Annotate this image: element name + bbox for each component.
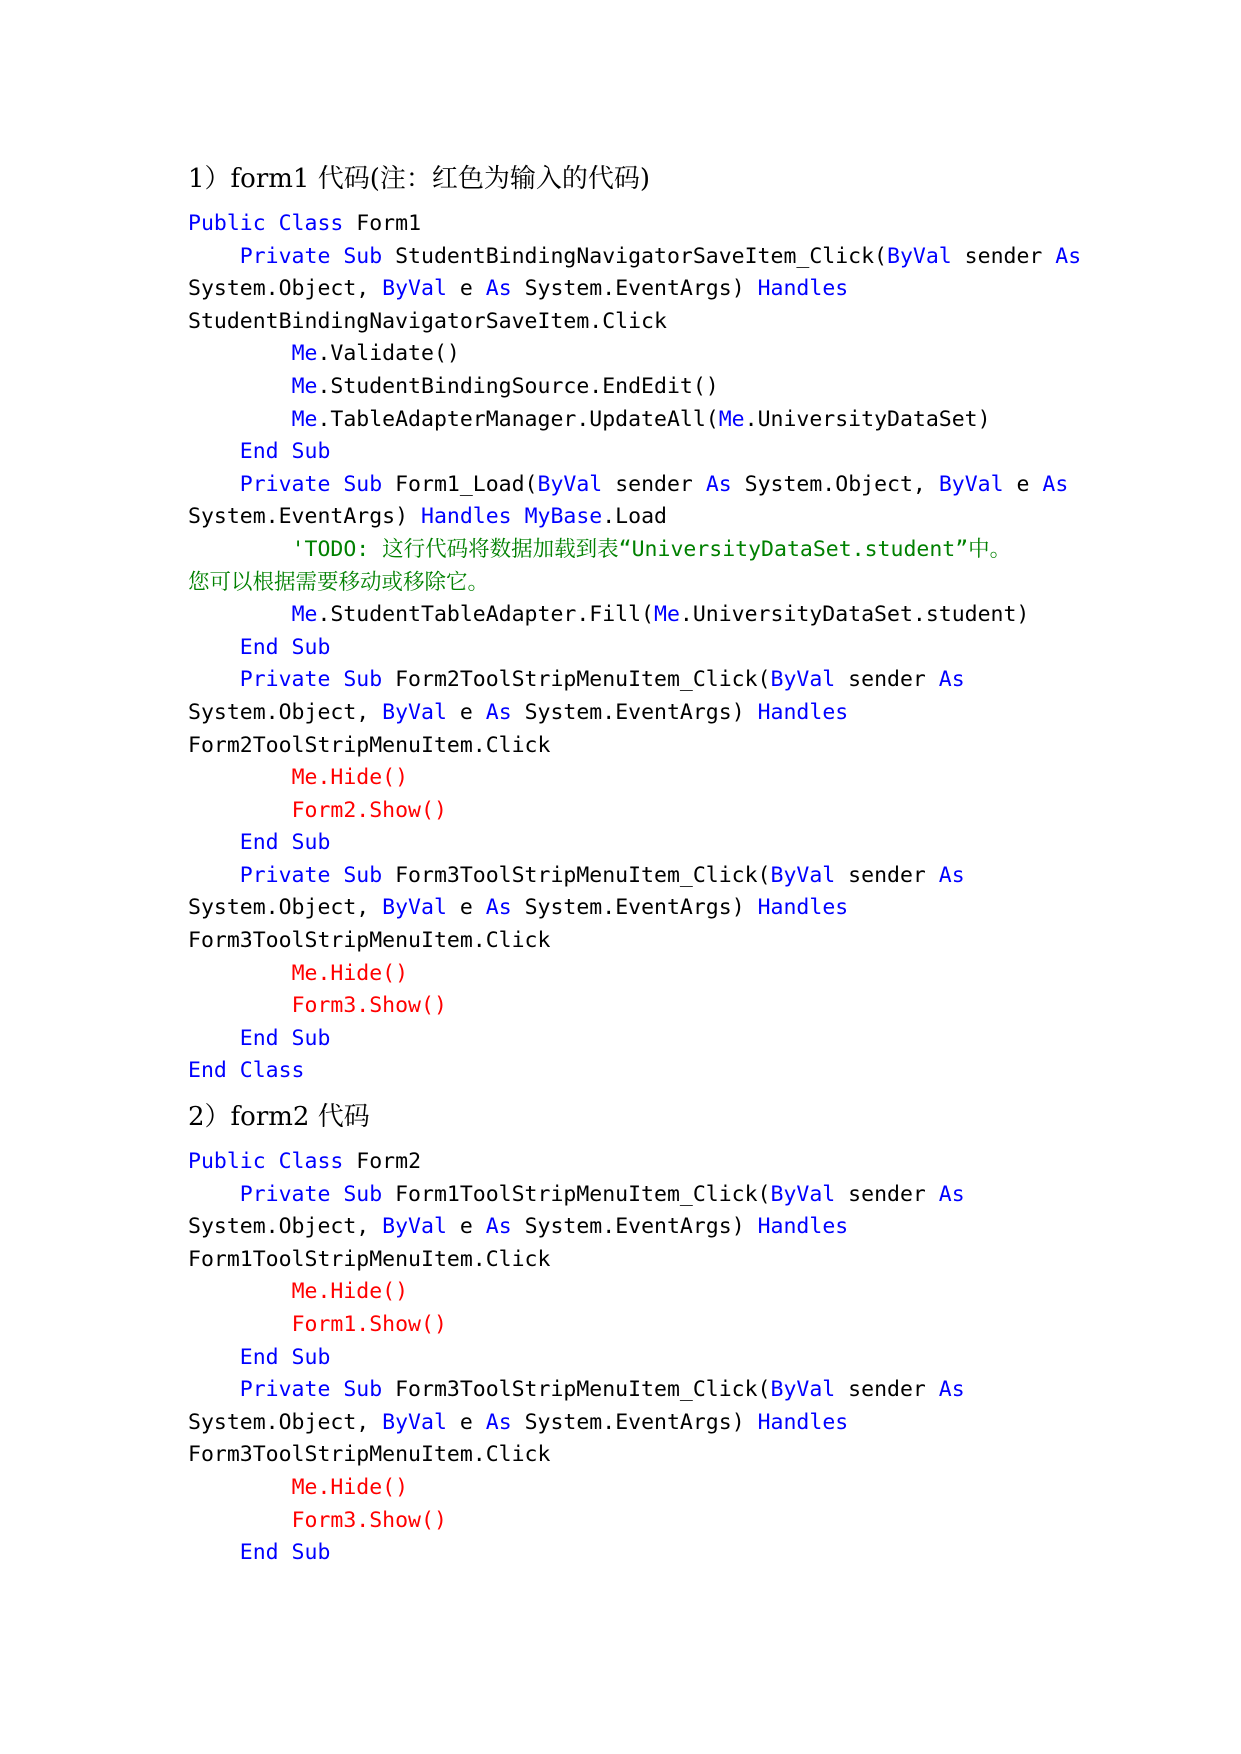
code-block-form1 (188, 208, 1082, 1088)
code-text: Form3ToolStripMenuItem_Click( (382, 1377, 771, 1403)
code-line (188, 1505, 1068, 1538)
code-keyword: ByVal (770, 1181, 836, 1207)
code-text (188, 1026, 240, 1051)
code-comment: 'TODO: 这行代码将数据加载到表“UniversityDataSet.student”中。 (291, 536, 1012, 562)
code-text: Form1 (343, 211, 422, 236)
code-text (188, 1312, 292, 1337)
code-text: System.Object, (188, 699, 383, 725)
code-line (188, 664, 1068, 697)
code-keyword: Handles (757, 699, 849, 725)
code-line (188, 730, 1068, 763)
code-line (188, 860, 1068, 893)
code-line (188, 1055, 1068, 1088)
code-keyword: Me (718, 406, 745, 432)
code-keyword: As (938, 1377, 965, 1403)
code-text: .StudentBindingSource.EndEdit() (317, 373, 719, 399)
code-line (188, 1244, 1068, 1277)
code-keyword: ByVal (770, 667, 836, 693)
code-keyword: As (938, 862, 965, 888)
code-text (188, 635, 240, 660)
code-keyword: As (1055, 243, 1082, 269)
code-input-text: Form1.Show() (291, 1312, 447, 1337)
code-keyword: ByVal (382, 699, 447, 725)
code-text: .UniversityDataSet) (744, 406, 991, 432)
code-text: System.Object, (188, 1214, 383, 1240)
code-text: .TableAdapterManager.UpdateAll( (317, 406, 719, 432)
code-keyword: ByVal (938, 471, 1004, 497)
code-line (188, 436, 1068, 469)
code-text: System.Object, (188, 1409, 383, 1435)
code-input-text: Me.Hide() (291, 1474, 409, 1500)
code-keyword: Handles (757, 276, 849, 302)
code-text: e (446, 699, 486, 725)
code-keyword: End Sub (239, 1344, 331, 1370)
code-text (188, 1377, 240, 1402)
code-keyword: Private Sub (239, 471, 383, 497)
code-text (188, 830, 240, 855)
code-keyword: MyBase (524, 504, 603, 530)
code-line (188, 795, 1068, 828)
code-text: Form3ToolStripMenuItem.Click (188, 928, 551, 954)
code-line (188, 371, 1068, 404)
code-input-text: Form3.Show() (291, 1507, 447, 1533)
code-text (188, 472, 240, 497)
code-keyword: End Sub (239, 439, 331, 465)
code-keyword: As (485, 1214, 512, 1240)
code-text (188, 1508, 292, 1533)
code-line (188, 501, 1068, 534)
code-text (188, 798, 292, 823)
code-text: .StudentTableAdapter.Fill( (317, 602, 654, 628)
code-text: System.EventArgs) (511, 895, 758, 921)
code-keyword: End Class (188, 1058, 305, 1084)
code-text: System.EventArgs) (188, 504, 421, 530)
code-keyword: As (938, 667, 965, 693)
code-line (188, 1179, 1068, 1212)
code-text (188, 341, 292, 366)
code-text (188, 1182, 240, 1207)
code-block-form2 (188, 1146, 1068, 1570)
code-text: StudentBindingNavigatorSaveItem.Click (188, 308, 667, 334)
code-line (188, 1146, 1068, 1179)
code-text: System.Object, (188, 276, 383, 302)
code-keyword: Public Class (188, 1149, 344, 1175)
code-line (188, 632, 1068, 665)
code-line (188, 1537, 1068, 1570)
code-text (188, 439, 240, 464)
code-line (188, 567, 1068, 600)
code-line (188, 241, 1082, 274)
code-text: StudentBindingNavigatorSaveItem_Click( (382, 243, 887, 269)
code-input-text: Me.Hide() (291, 1279, 409, 1305)
code-line (188, 273, 1068, 306)
code-keyword: As (938, 1181, 965, 1207)
code-text: sender (835, 862, 939, 888)
code-text (188, 407, 292, 432)
code-text: Form1ToolStripMenuItem_Click( (382, 1181, 771, 1207)
code-keyword: Handles (757, 1409, 849, 1435)
code-text: Form3ToolStripMenuItem_Click( (382, 862, 771, 888)
code-keyword: Handles (757, 895, 849, 921)
code-line (188, 892, 1068, 925)
code-text (188, 765, 292, 790)
code-text: sender (951, 243, 1056, 269)
code-keyword: As (1042, 471, 1069, 497)
code-line (188, 306, 1068, 339)
code-text: Form1_Load( (382, 471, 538, 497)
code-text: System.Object, (731, 471, 939, 497)
code-text: Form2 (343, 1149, 422, 1175)
code-text: Form1ToolStripMenuItem.Click (188, 1246, 551, 1272)
code-line (188, 1374, 1068, 1407)
code-text (188, 537, 292, 562)
code-keyword: Private Sub (239, 1181, 383, 1207)
code-keyword: Me (291, 373, 318, 399)
code-text: e (446, 1214, 486, 1240)
code-text (188, 1540, 240, 1565)
code-line (188, 534, 1068, 567)
code-keyword: Handles (421, 504, 512, 530)
code-keyword: End Sub (239, 830, 331, 856)
code-text: sender (602, 471, 706, 497)
code-line (188, 1276, 1068, 1309)
code-text: Form2ToolStripMenuItem.Click (188, 732, 551, 758)
code-line (188, 208, 1068, 241)
code-keyword: Me (291, 602, 318, 628)
code-keyword: End Sub (239, 1025, 331, 1051)
code-text: e (446, 895, 486, 921)
code-text: sender (835, 1181, 939, 1207)
code-input-text: Form3.Show() (291, 993, 447, 1019)
code-keyword: ByVal (537, 471, 603, 497)
code-line (188, 697, 1068, 730)
code-text: .Validate() (317, 341, 460, 367)
code-text (188, 1475, 292, 1500)
code-input-text: Me.Hide() (291, 765, 409, 791)
code-keyword: ByVal (382, 276, 447, 302)
document-content (188, 162, 1082, 1570)
code-keyword: End Sub (239, 1540, 331, 1566)
code-keyword: ByVal (770, 1377, 836, 1403)
code-text (512, 504, 525, 529)
code-input-text: Form2.Show() (291, 797, 447, 823)
code-keyword: ByVal (887, 243, 952, 269)
code-keyword: ByVal (382, 1214, 447, 1240)
code-text (188, 1279, 292, 1304)
code-text: System.EventArgs) (511, 1409, 758, 1435)
code-text: sender (835, 1377, 939, 1403)
code-keyword: Private Sub (239, 862, 383, 888)
code-comment: 您可以根据需要移动或移除它。 (188, 569, 490, 595)
section-heading-form1: 1）form1 代码(注：红色为输入的代码) (188, 164, 650, 194)
code-text: .UniversityDataSet.student) (679, 602, 1030, 628)
code-keyword: As (485, 699, 512, 725)
code-keyword: ByVal (382, 1409, 447, 1435)
code-keyword: As (485, 276, 512, 302)
code-line (188, 1309, 1068, 1342)
code-text: e (446, 1409, 486, 1435)
code-line (188, 1472, 1068, 1505)
section-heading-form2: 2）form2 代码 (188, 1102, 370, 1133)
code-text (188, 961, 292, 986)
code-text (188, 863, 240, 888)
code-line (188, 1407, 1068, 1440)
code-line (188, 990, 1068, 1023)
code-text: System.EventArgs) (511, 276, 758, 302)
code-line (188, 925, 1068, 958)
code-text: System.EventArgs) (511, 699, 758, 725)
code-keyword: Me (291, 341, 318, 367)
code-text: Form2ToolStripMenuItem_Click( (382, 667, 771, 693)
code-line (188, 1342, 1068, 1375)
code-text: .Load (602, 504, 667, 530)
code-text: sender (835, 667, 939, 693)
code-keyword: ByVal (770, 862, 836, 888)
code-text (188, 602, 292, 627)
code-keyword: Me (291, 406, 318, 432)
code-text: e (1003, 471, 1043, 497)
code-line (188, 827, 1068, 860)
code-text (188, 244, 240, 269)
code-keyword: As (485, 895, 512, 921)
code-text: System.Object, (188, 895, 383, 921)
code-text: Form3ToolStripMenuItem.Click (188, 1442, 551, 1468)
code-keyword: Public Class (188, 211, 344, 236)
code-keyword: Private Sub (239, 667, 383, 693)
code-text (188, 1345, 240, 1370)
code-keyword: Me (654, 602, 680, 628)
code-line (188, 1023, 1068, 1056)
code-line (188, 958, 1068, 991)
code-keyword: As (705, 471, 732, 497)
code-text (188, 374, 292, 399)
code-line (188, 469, 1068, 502)
code-line (188, 762, 1068, 795)
code-line (188, 404, 1068, 437)
code-text (188, 667, 240, 692)
code-keyword: ByVal (382, 895, 447, 921)
code-text: e (446, 276, 486, 302)
code-input-text: Me.Hide() (291, 960, 409, 986)
code-keyword: Private Sub (239, 243, 383, 269)
code-keyword: Handles (757, 1214, 849, 1240)
code-keyword: Private Sub (239, 1377, 383, 1403)
code-line (188, 1211, 1068, 1244)
code-line (188, 338, 1068, 371)
code-keyword: End Sub (239, 634, 331, 660)
code-text: System.EventArgs) (511, 1214, 758, 1240)
code-line (188, 1439, 1068, 1472)
code-keyword: As (485, 1409, 512, 1435)
code-text (188, 993, 292, 1018)
code-line (188, 599, 1068, 632)
